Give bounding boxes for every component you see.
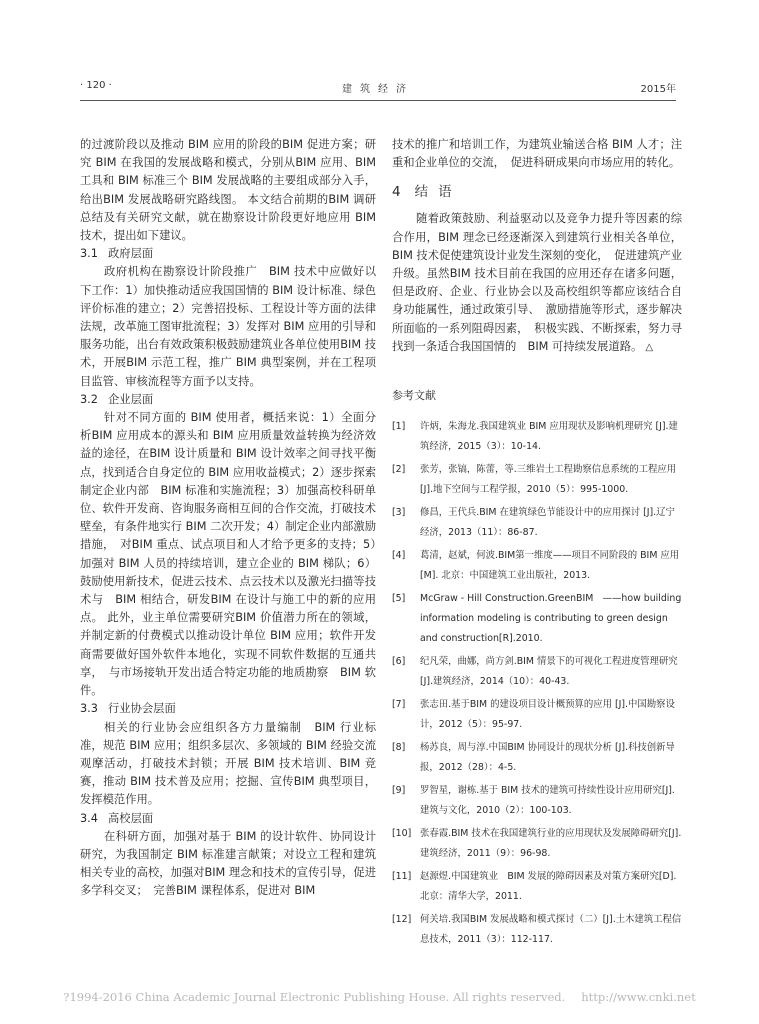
reference-item (392, 910, 682, 950)
reference-item (392, 824, 682, 864)
end-of-article-mark: △ (645, 341, 654, 353)
reference-item (392, 867, 682, 907)
reference-number: [12] (392, 914, 412, 926)
section-3-4-heading (80, 810, 376, 828)
section-number: 4 (392, 184, 401, 201)
section-title: 企业层面 (107, 392, 154, 406)
section-3-3-heading (80, 700, 376, 718)
reference-item (392, 460, 682, 500)
continued-paragraph: 技术的推广和培训工作，为建筑业输送合格 BIM 人才；注重和企业单位的交流， 促进科研成果向市场应用的转化。 (392, 138, 682, 170)
reference-item (392, 652, 682, 692)
reference-text: 纪凡荣，曲娜，尚方剑.BIM 情景下的可视化工程进度管理研究[J].建筑经济，2014（10）：40-43. (420, 656, 678, 688)
reference-item (392, 546, 682, 586)
conclusion-text: 随着政策鼓励、利益驱动以及竞争力提升等因素的综合作用，BIM 理念已经逐渐深入到建筑行业相关各单位，BIM 技术促使建筑设计业发生深刻的变化， 促进建筑产业升级。虽然BIM 技术目前在我国的应用还存在诸多问题，但是政府、企业、行业协会以及高校组织等都应该结合自身功能属性，通过政策引导、 激励措施等形式，逐步解决所面临的一系列阻碍因素， 积极实践、不断探索，努力寻找到一条适合我国国情的 BIM 可持续发展道路。 (392, 212, 682, 353)
section-3-1-body: 政府机构在勘察设计阶段推广 BIM 技术中应做好以下工作：1）加快推动适应我国国情的 BIM 设计标准、绿色评价标准的建立；2）完善招投标、工程设计等方面的法律法规，改革施工图审批流程；3）发挥对 BIM 应用的引导和服务功能，出台有效政策积极鼓励建筑业各单位使用BIM 技术，开展BIM 示范工程，推广 BIM 典型案例，并在工程项目监管、审核流程等方面予以支持。 (80, 265, 376, 388)
footer-url: http://www.cnki.net (581, 990, 696, 1004)
section-4-heading (392, 180, 682, 204)
section-3-3-body: 相关的行业协会应组织各方力量编制 BIM 行业标准，规范 BIM 应用；组织多层次、多领域的 BIM 经验交流观摩活动，打破技术封锁；开展 BIM 技术培训、BIM 竞赛，推动 BIM 技术普及应用；挖掘、宣传BIM 典型项目，发挥模范作用。 (80, 720, 376, 807)
reference-number: [2] (392, 464, 406, 476)
section-number: 3.3 (80, 702, 98, 716)
section-3-4-body: 在科研方面，加强对基于 BIM 的设计软件、协同设计研究，为我国制定 BIM 标准建言献策；对设立工程和建筑相关专业的高校，加强对BIM 理念和技术的宣传引导，促进多学科交叉； 完善BIM 课程体系，促进对 BIM (80, 829, 376, 898)
reference-item (392, 417, 682, 457)
reference-number: [3] (392, 507, 406, 519)
reference-item (392, 781, 682, 821)
page-number: · 120 · (80, 80, 112, 91)
page-footer (0, 990, 759, 1004)
reference-item (392, 695, 682, 735)
reference-text: 张芳，张镐，陈蕾，等.三维岩土工程勘察信息系统的工程应用[J].地下空间与工程学报，2010（5）：995-1000. (420, 464, 677, 496)
reference-text: 修昌，王代兵.BIM 在建筑绿色节能设计中的应用探讨 [J].辽宁经济，2013（11）：86-87. (420, 507, 675, 539)
section-number: 3.4 (80, 811, 98, 825)
reference-text: 赵源煜.中国建筑业 BIM 发展的障碍因素及对策方案研究[D].北京：清华大学，2011. (420, 871, 677, 903)
section-3-2-body: 针对不同方面的 BIM 使用者，概括来说：1）全面分析BIM 应用成本的源头和 BIM 应用质量效益转换为经济效益的途径，在BIM 设计质量和 BIM 设计效率之间寻找平衡点，找到适合自身定位的 BIM 应用收益模式；2）逐步探索制定企业内部 BIM 标准和实施流程；3）加强高校科研单位、软件开发商、咨询服务商相互间的合作交流，打破技术壁垒，有条件地实行 BIM 二次开发；4）制定企业内部激励措施， 对BIM 重点、试点项目和人才给予更多的支持；5）加强对 BIM 人员的持续培训，建立企业的 BIM 梯队；6）鼓励使用新技术，促进云技术、点云技术以及激光扫描等技术与 BIM 相结合，研发BIM 在设计与施工中的新的应用点。 此外，业主单位需要研究BIM 价值潜力所在的领域，并制定新的付费模式以推动设计单位 BIM 应用；软件开发商需要做好国外软件本地化，实现不同软件数据的互通共享， 与市场接轨开发出适合特定功能的地质勘察 BIM 软件。 (80, 411, 376, 698)
reference-number: [1] (392, 421, 406, 433)
reference-number: [5] (392, 593, 406, 605)
reference-text: 罗智星，谢栋.基于 BIM 技术的建筑可持续性设计应用研究[J].建筑与文化，2010（2）：100-103. (420, 785, 675, 817)
journal-title: 建筑经济 (342, 84, 414, 95)
section-number: 3.1 (80, 247, 98, 261)
references-list (392, 417, 682, 950)
section-number: 3.2 (80, 392, 98, 406)
section-title: 结语 (414, 184, 462, 201)
references-heading: 参考文献 (392, 389, 436, 403)
section-title: 政府层面 (107, 247, 154, 261)
reference-text: McGraw - Hill Construction.GreenBIM ——how building information modeling is contributing to green design and construction[R].2010. (420, 593, 682, 645)
reference-number: [10] (392, 828, 412, 840)
reference-item (392, 503, 682, 543)
reference-number: [4] (392, 550, 406, 562)
reference-number: [7] (392, 699, 406, 711)
reference-text: 何关培.我国BIM 发展战略和模式探讨（二）[J].土木建筑工程信息技术，2011（3）：112-117. (420, 914, 682, 946)
reference-item (392, 589, 682, 649)
reference-text: 张春霞.BIM 技术在我国建筑行业的应用现状及发展障碍研究[J].建筑经济，2011（9）：96-98. (420, 828, 682, 860)
left-column (80, 136, 376, 901)
section-3-1-heading (80, 245, 376, 263)
intro-paragraph: 的过渡阶段以及推动 BIM 应用的阶段的BIM 促进方案；研究 BIM 在我国的发展战略和模式，分别从BIM 应用、BIM 工具和 BIM 标准三个 BIM 发展战略的主要组成部分入手，给出BIM 发展战略研究路线图。 本文结合前期的BIM 调研总结及有关研究文献，就在勘察设计阶段更好地应用 BIM 技术，提出如下建议。 (80, 138, 376, 243)
reference-number: [8] (392, 742, 406, 754)
section-3-2-heading (80, 391, 376, 409)
issue-year: 2015年 (640, 84, 676, 95)
header-divider (80, 100, 676, 101)
copyright-notice: ?1994-2016 China Academic Journal Electronic Publishing House. All rights reserved. (63, 990, 566, 1004)
reference-text: 葛清，赵斌，何波.BIM第一维度——项目不同阶段的 BIM 应用[M]. 北京：中国建筑工业出版社，2013. (420, 550, 680, 582)
reference-number: [6] (392, 656, 406, 668)
section-title: 行业协会层面 (107, 702, 176, 716)
reference-text: 杨苏良，周与淳.中国BIM 协同设计的现状分析 [J].科技创新导报，2012（28）：4-5. (420, 742, 675, 774)
right-column (392, 136, 682, 953)
conclusion-body (392, 210, 682, 357)
reference-number: [9] (392, 785, 406, 797)
reference-text: 许炳，朱海龙.我国建筑业 BIM 应用现状及影响机理研究 [J].建筑经济，2015（3）：10-14. (420, 421, 678, 453)
section-title: 高校层面 (107, 811, 154, 825)
reference-item (392, 738, 682, 778)
reference-number: [11] (392, 871, 412, 883)
page-header (80, 78, 676, 98)
reference-text: 张志田.基于BIM 的建设项目设计概预算的应用 [J].中国勘察设计，2012（5）：95-97. (420, 699, 675, 731)
